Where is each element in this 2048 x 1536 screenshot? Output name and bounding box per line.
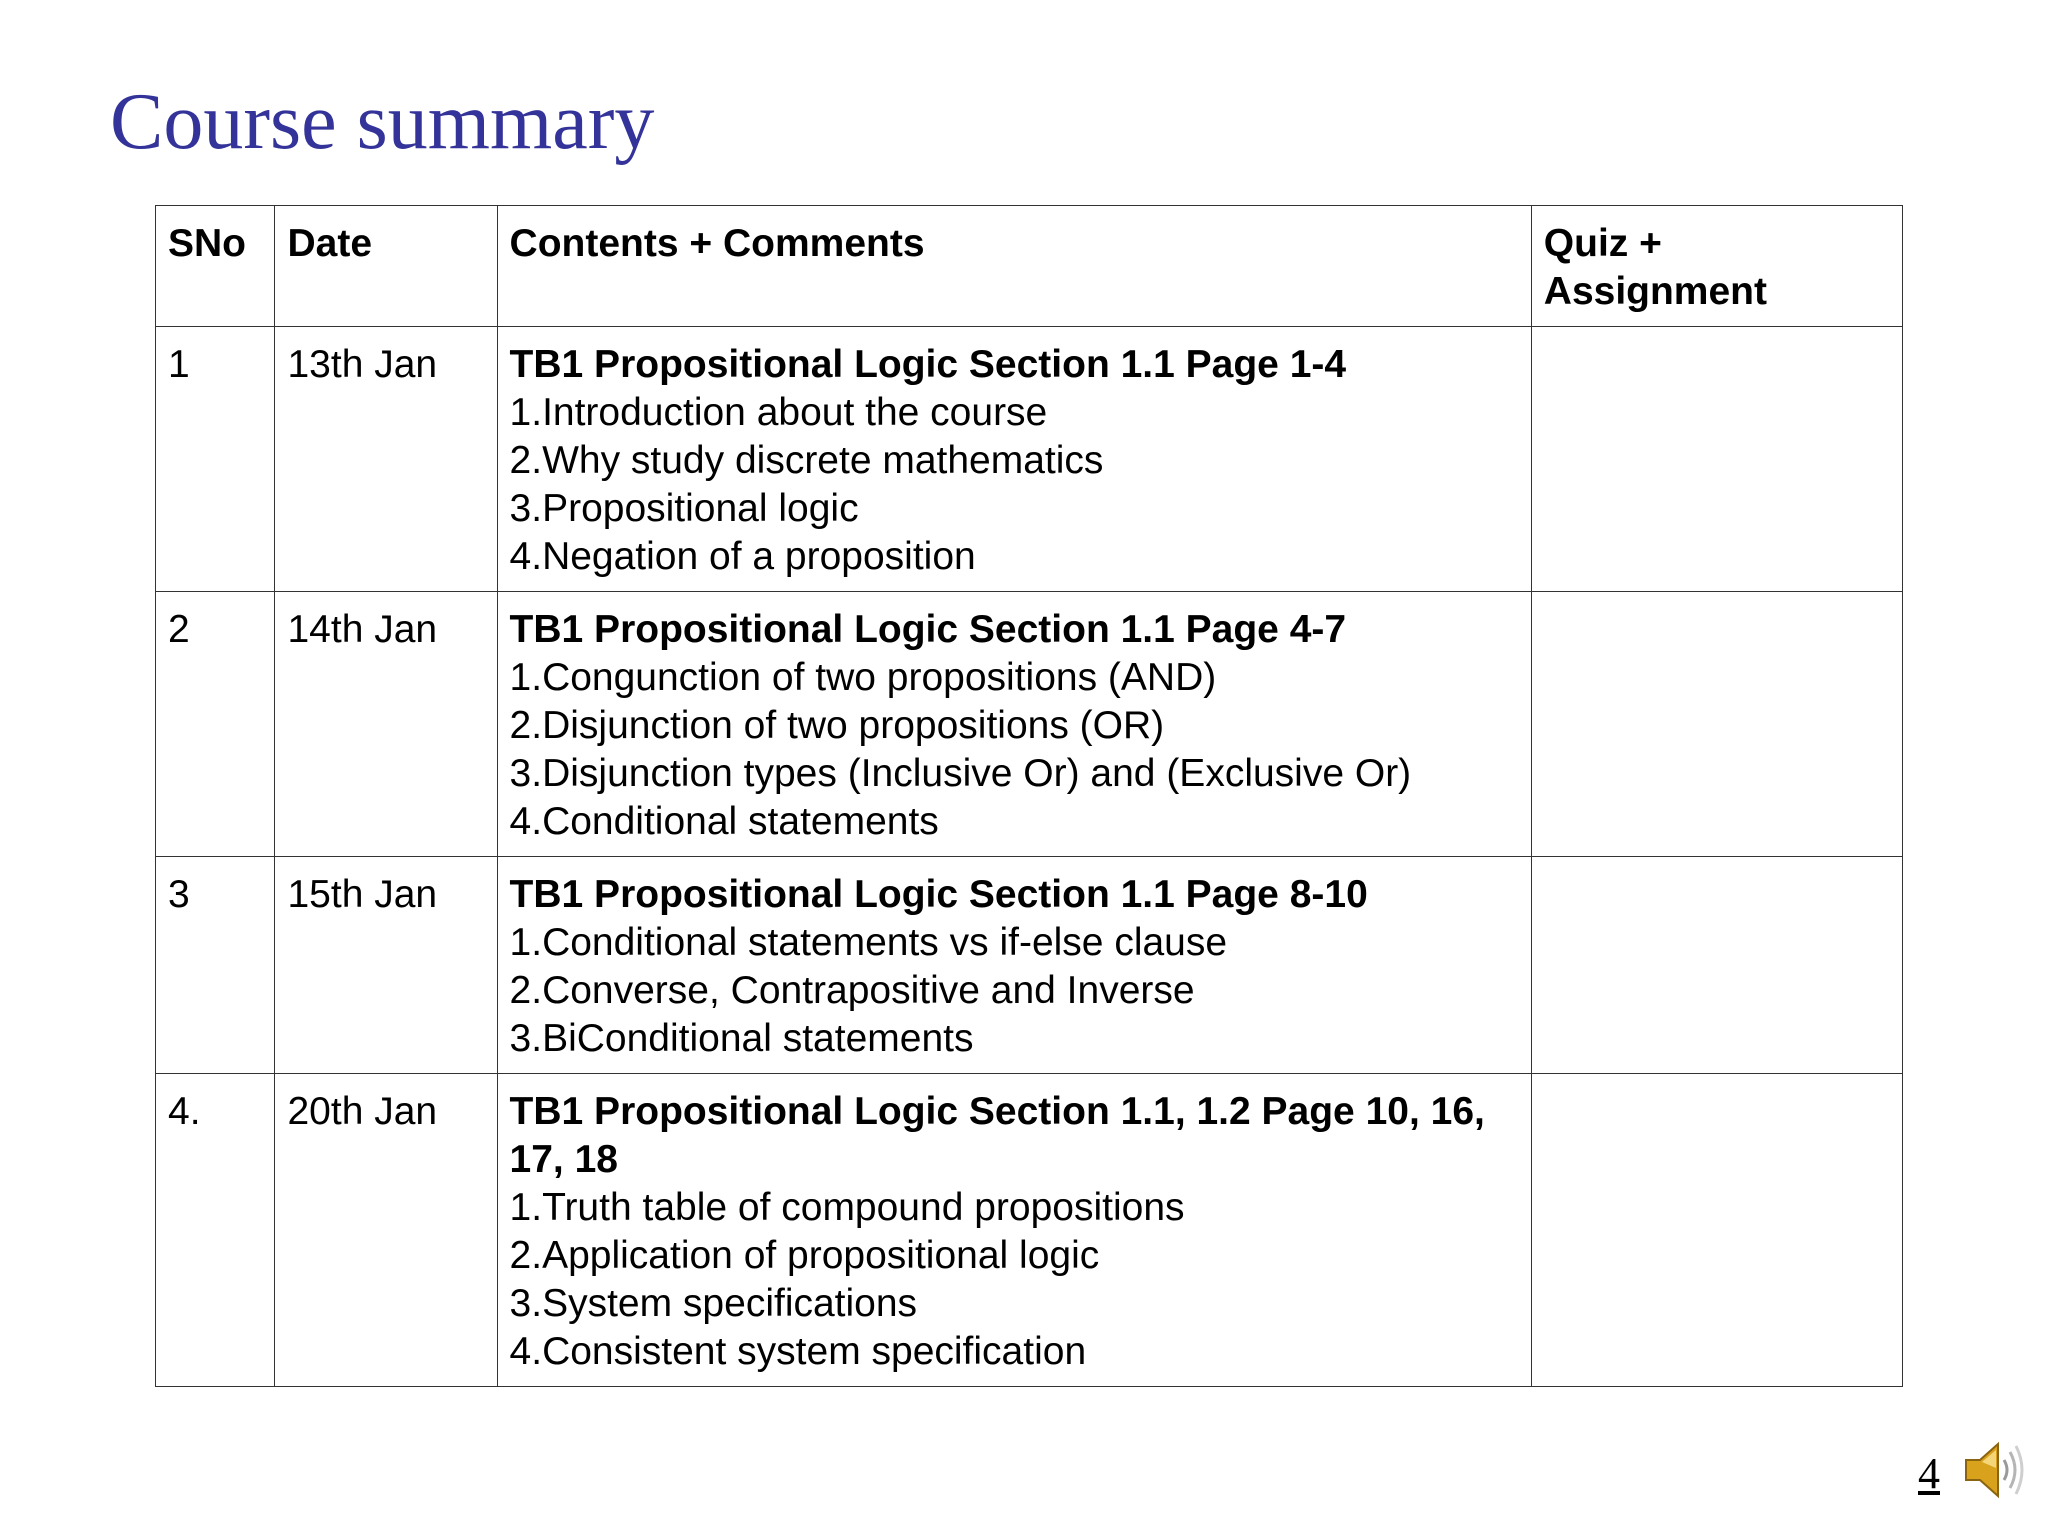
speaker-icon[interactable] bbox=[1960, 1438, 2028, 1502]
sound-wave bbox=[2016, 1446, 2022, 1494]
table-row bbox=[156, 1074, 1903, 1387]
slide-title: Course summary bbox=[110, 78, 655, 166]
cell-contents bbox=[497, 327, 1531, 592]
header-quiz: Quiz + Assignment bbox=[1531, 206, 1902, 327]
contents-item: 3.Propositional logic bbox=[509, 487, 859, 530]
table-row bbox=[156, 592, 1903, 857]
contents-title: TB1 Propositional Logic Section 1.1, 1.2 Page 10, 16, 17, 18 bbox=[509, 1090, 1485, 1181]
cell-sno: 1 bbox=[156, 327, 275, 592]
contents-item: 1.Congunction of two propositions (AND) bbox=[509, 656, 1217, 699]
contents-item: 3.Disjunction types (Inclusive Or) and (Exclusive Or) bbox=[509, 752, 1412, 795]
cell-date: 15th Jan bbox=[275, 857, 497, 1074]
cell-quiz bbox=[1531, 327, 1902, 592]
cell-quiz bbox=[1531, 1074, 1902, 1387]
contents-title: TB1 Propositional Logic Section 1.1 Page 1-4 bbox=[509, 343, 1347, 386]
header-contents: Contents + Comments bbox=[497, 206, 1531, 327]
contents-item: 3.System specifications bbox=[509, 1282, 918, 1325]
contents-item: 2.Why study discrete mathematics bbox=[509, 439, 1104, 482]
contents-item: 3.BiConditional statements bbox=[509, 1017, 974, 1060]
contents-item: 1.Conditional statements vs if-else clause bbox=[509, 921, 1228, 964]
contents-title: TB1 Propositional Logic Section 1.1 Page 4-7 bbox=[509, 608, 1347, 651]
cell-date: 13th Jan bbox=[275, 327, 497, 592]
cell-quiz bbox=[1531, 592, 1902, 857]
contents-item: 4.Conditional statements bbox=[509, 800, 939, 843]
cell-sno: 2 bbox=[156, 592, 275, 857]
cell-contents bbox=[497, 1074, 1531, 1387]
table-header-row bbox=[156, 206, 1903, 327]
contents-item: 2.Disjunction of two propositions (OR) bbox=[509, 704, 1165, 747]
cell-contents bbox=[497, 592, 1531, 857]
contents-item: 4.Negation of a proposition bbox=[509, 535, 976, 578]
cell-contents bbox=[497, 857, 1531, 1074]
cell-quiz bbox=[1531, 857, 1902, 1074]
cell-sno: 4. bbox=[156, 1074, 275, 1387]
cell-sno: 3 bbox=[156, 857, 275, 1074]
course-summary-table bbox=[155, 205, 1903, 1387]
table-row bbox=[156, 327, 1903, 592]
header-sno: SNo bbox=[156, 206, 275, 327]
contents-item: 2.Application of propositional logic bbox=[509, 1234, 1100, 1277]
table-row bbox=[156, 857, 1903, 1074]
contents-item: 1.Introduction about the course bbox=[509, 391, 1048, 434]
cell-date: 20th Jan bbox=[275, 1074, 497, 1387]
contents-title: TB1 Propositional Logic Section 1.1 Page 8-10 bbox=[509, 873, 1368, 916]
sound-wave bbox=[2010, 1452, 2015, 1488]
contents-item: 4.Consistent system specification bbox=[509, 1330, 1087, 1373]
header-date: Date bbox=[275, 206, 497, 327]
contents-item: 1.Truth table of compound propositions bbox=[509, 1186, 1185, 1229]
contents-item: 2.Converse, Contrapositive and Inverse bbox=[509, 969, 1195, 1012]
sound-wave bbox=[2004, 1460, 2007, 1480]
speaker-body bbox=[1966, 1444, 1998, 1496]
cell-date: 14th Jan bbox=[275, 592, 497, 857]
page-number: 4 bbox=[1918, 1449, 1940, 1498]
